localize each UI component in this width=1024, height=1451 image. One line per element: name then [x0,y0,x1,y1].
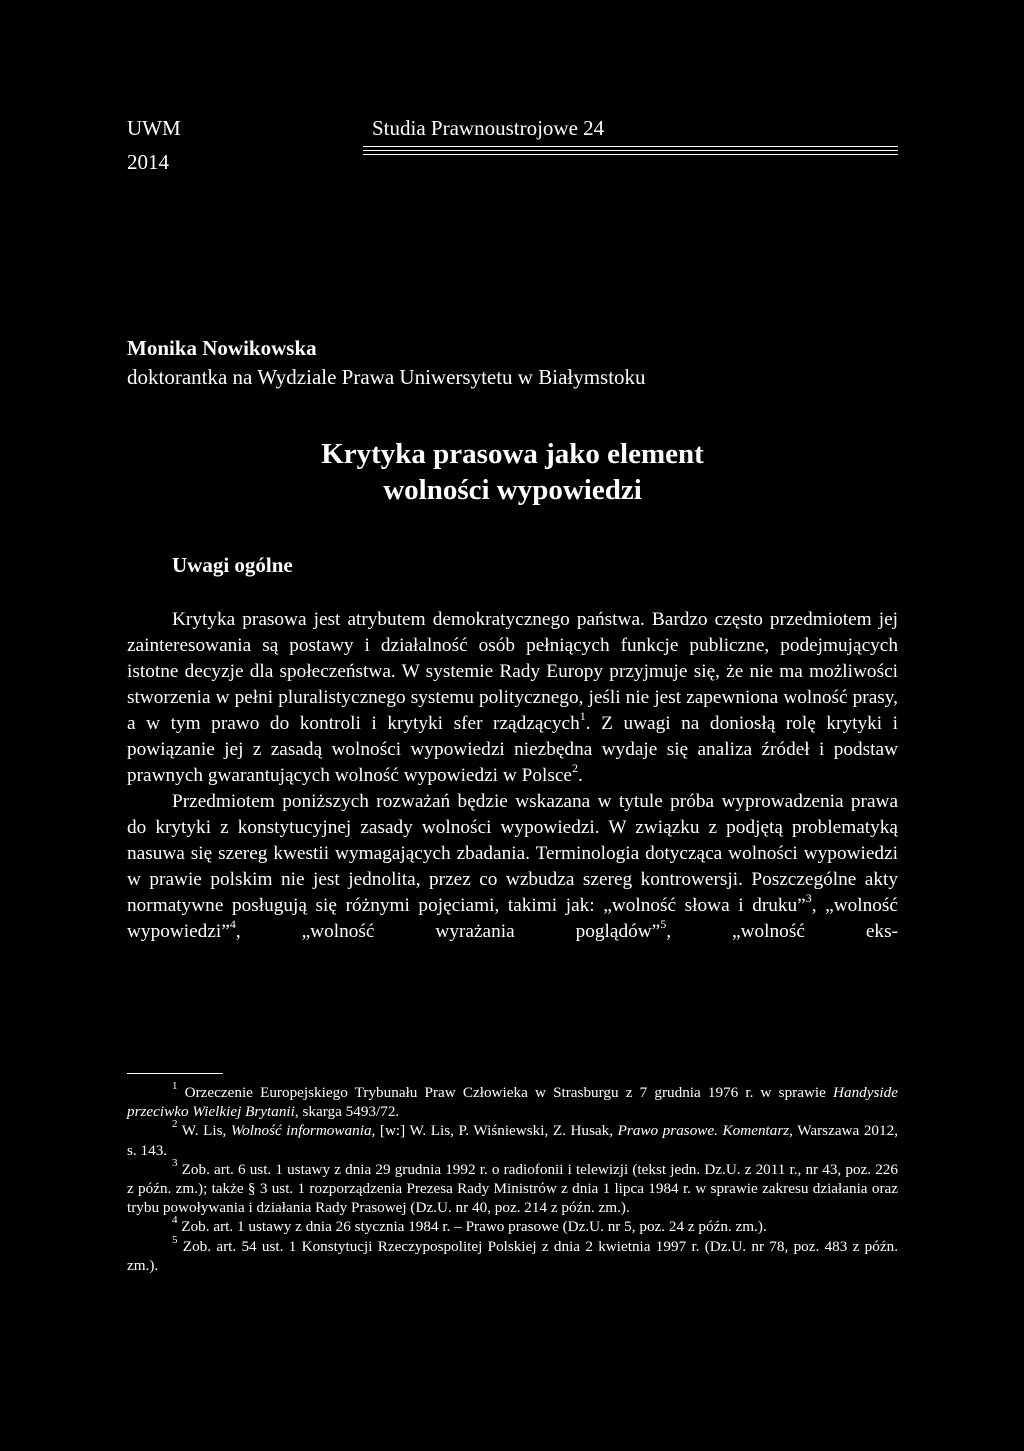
footnote-1-text: Orzeczenie Europejskiego Trybunału Praw Człowieka w Strasburgu z 7 grudnia 1976 r. w sprawie [184,1084,834,1101]
footnote-2-number: 2 [172,1118,178,1131]
footnote-1 [127,1079,898,1121]
footnote-ref-5: 5 [660,916,667,931]
footnote-2-chapter-title: Wolność informowania [230,1122,372,1140]
article-title [127,436,898,508]
footnote-2-tail: , Warszawa 2012, s. 143. [127,1122,898,1159]
paragraph-2-text-c: , „wolność wyrażania poglądów” [235,921,661,942]
body-text [127,607,898,945]
footnote-ref-3: 3 [805,890,812,905]
paragraph-2 [127,789,898,945]
footnote-2-text: W. Lis, [181,1122,231,1140]
footnote-4-number: 4 [172,1214,178,1227]
title-line-1: Krytyka prasowa jako element [321,438,704,470]
footnote-separator [127,1073,223,1074]
title-line-2: wolności wypowiedzi [383,474,642,506]
header-rule-top [363,146,898,147]
footnote-ref-2: 2 [571,760,578,775]
footnote-2-mid: , [w:] W. Lis, P. Wiśniewski, Z. Husak, [371,1122,618,1140]
footnote-5-text: Zob. art. 54 ust. 1 Konstytucji Rzeczypospolitej Polskiej z dnia 2 kwietnia 1997 r. (Dz.U. nr 78, poz. 483 z późn. zm.). [127,1237,898,1274]
footnote-3-text: Zob. art. 6 ust. 1 ustawy z dnia 29 grudnia 1992 r. o radiofonii i telewizji (tekst jedn. Dz.U. z 2011 r., nr 43, poz. 226 z późn. zm.); także § 3 ust. 1 rozporządzenia Prezesa Rady Ministrów z dnia 1 lipca 1984 r. w sprawie zakresu działania oraz trybu powoływania i działania Rady Prasowej (Dz.U. nr 40, poz. 214 z późn. zm.). [127,1160,898,1217]
section-heading: Uwagi ogólne [172,553,293,577]
paragraph-1-text-a: Krytyka prasowa jest atrybutem demokratycznego państwa. Bardzo często przedmiotem jej zainteresowania są postawy i działalność osób pełniących funkcje publiczne, podejmujących istotne decyzje dla społeczeństwa. W systemie Rady Europy przyjmuje się, że nie ma możliwości stworzenia w pełni pluralistycznego systemu politycznego, jeśli nie jest zapewniona wolność prasy, a w tym prawo do kontroli i krytyki sfer rządzących [127,609,898,734]
footnote-3 [127,1156,898,1218]
paragraph-2-text-a: Przedmiotem poniższych rozważań będzie wskazana w tytule próba wyprowadzenia prawa do krytyki z konstytucyjnej zasady wolności wypowiedzi. W związku z podjętą problematyką nasuwa się szereg kwestii wymagających zbadania. Terminologia dotycząca wolności wypowiedzi w prawie polskim nie jest jednolita, przez co wzbudza szereg kontrowersji. Poszczególne akty normatywne posługują się różnymi pojęciami, takimi jak: „wolność słowa i druku” [127,791,898,916]
author-name: Monika Nowikowska [127,336,317,360]
paragraph-2-text-b: , „wolność wypowiedzi” [127,895,898,942]
header-rule-middle [363,150,898,151]
header-year: 2014 [127,150,169,174]
paragraph-1-text-c: . [577,765,583,786]
footnotes [127,1079,898,1275]
header-publisher: UWM [127,116,181,140]
paragraph-1 [127,607,898,789]
footnote-4 [127,1214,898,1236]
footnote-3-number: 3 [172,1156,178,1169]
footnote-2-book-title: Prawo prasowe. Komentarz [617,1122,790,1140]
footnote-5 [127,1233,898,1275]
footnote-1-case-name: Handyside przeciwko Wielkiej Brytanii [127,1084,898,1121]
footnote-5-number: 5 [172,1233,178,1246]
footnote-1-tail: , skarga 5493/72. [294,1103,400,1121]
header-journal: Studia Prawnoustrojowe 24 [372,116,605,140]
footnote-4-text: Zob. art. 1 ustawy z dnia 26 stycznia 1984 r. – Prawo prasowe (Dz.U. nr 5, poz. 24 z późn. zm.). [181,1218,767,1236]
paragraph-2-text-d: , „wolność eks- [666,921,898,942]
author-affiliation: doktorantka na Wydziale Prawa Uniwersytetu w Białymstoku [127,365,646,389]
footnote-ref-1: 1 [579,708,586,723]
footnote-1-number: 1 [172,1079,178,1092]
footnote-2 [127,1118,898,1159]
paragraph-1-text-b: . Z uwagi na doniosłą rolę krytyki i powiązanie jej z zasadą wolności wypowiedzi niezbędna wydaje się analiza źródeł i podstaw prawnych gwarantujących wolność wypowiedzi w Polsce [127,713,899,786]
header-rule-bottom [363,154,898,155]
footnote-ref-4: 4 [229,916,236,931]
